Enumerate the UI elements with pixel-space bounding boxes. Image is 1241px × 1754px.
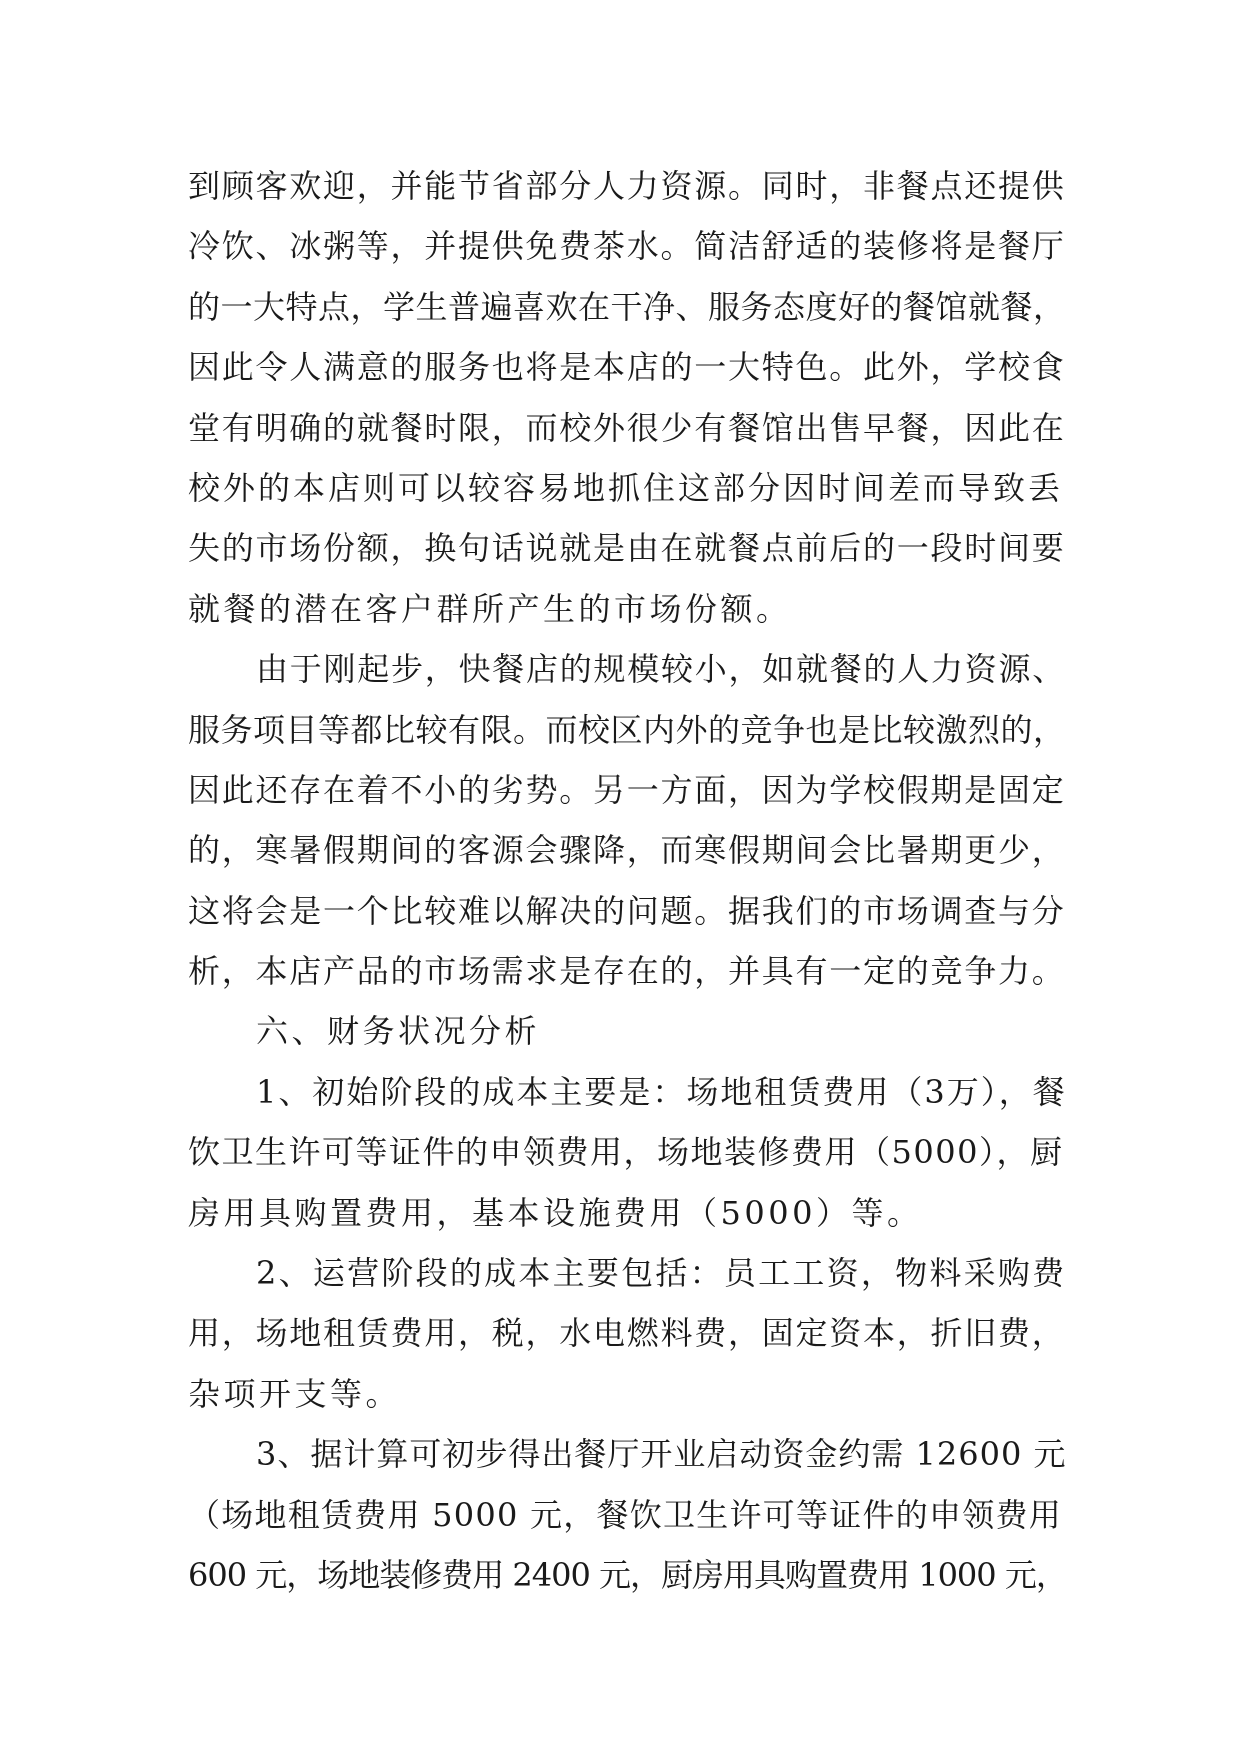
text-line: 堂有明确的就餐时限，而校外很少有餐馆出售早餐，因此在 (188, 408, 1066, 447)
text-line: 用，场地租赁费用，税，水电燃料费，固定资本，折旧费， (188, 1314, 1066, 1353)
text-line: 饮卫生许可等证件的申领费用，场地装修费用（5000），厨 (188, 1133, 1064, 1172)
section-heading: 六、财务状况分析 (256, 1012, 541, 1051)
paragraph-start-line: 2、运营阶段的成本主要包括：员工工资，物料采购费 (256, 1254, 1067, 1293)
text-line: 冷饮、冰粥等，并提供免费茶水。简洁舒适的装修将是餐厅 (188, 227, 1066, 266)
text-line: 失的市场份额，换句话说就是由在就餐点前后的一段时间要 (188, 529, 1066, 568)
text-line: 析，本店产品的市场需求是存在的，并具有一定的竞争力。 (188, 952, 1066, 991)
text-line: 杂项开支等。 (188, 1374, 402, 1413)
text-line: 房用具购置费用，基本设施费用（5000）等。 (188, 1193, 923, 1232)
text-line: 校外的本店则可以较容易地抓住这部分因时间差而导致丢 (188, 468, 1064, 507)
text-line: 的，寒暑假期间的客源会骤降，而寒假期间会比暑期更少， (188, 831, 1066, 870)
text-line: 这将会是一个比较难以解决的问题。据我们的市场调查与分 (188, 891, 1066, 930)
paragraph-start-line: 由于刚起步，快餐店的规模较小，如就餐的人力资源、 (256, 650, 1067, 689)
text-line: 就餐的潜在客户群所产生的市场份额。 (188, 589, 792, 628)
text-line: 600 元，场地装修费用 2400 元，厨房用具购置费用 1000 元， (188, 1555, 1067, 1594)
text-line: 服务项目等都比较有限。而校区内外的竞争也是比较激烈的， (188, 710, 1066, 749)
text-line: 因此令人满意的服务也将是本店的一大特色。此外，学校食 (188, 348, 1066, 387)
paragraph-start-line: 3、据计算可初步得出餐厅开业启动资金约需 12600 元 (256, 1435, 1067, 1474)
text-line: 到顾客欢迎，并能节省部分人力资源。同时，非餐点还提供 (188, 167, 1066, 205)
body-text (188, 156, 1068, 1605)
text-line: （场地租赁费用 5000 元，餐饮卫生许可等证件的申领费用 (188, 1495, 1063, 1534)
text-line: 因此还存在着不小的劣势。另一方面，因为学校假期是固定 (188, 770, 1066, 809)
text-line: 的一大特点，学生普遍喜欢在干净、服务态度好的餐馆就餐， (188, 287, 1066, 326)
paragraph-start-line: 1、初始阶段的成本主要是：场地租赁费用（3万），餐 (256, 1072, 1067, 1111)
